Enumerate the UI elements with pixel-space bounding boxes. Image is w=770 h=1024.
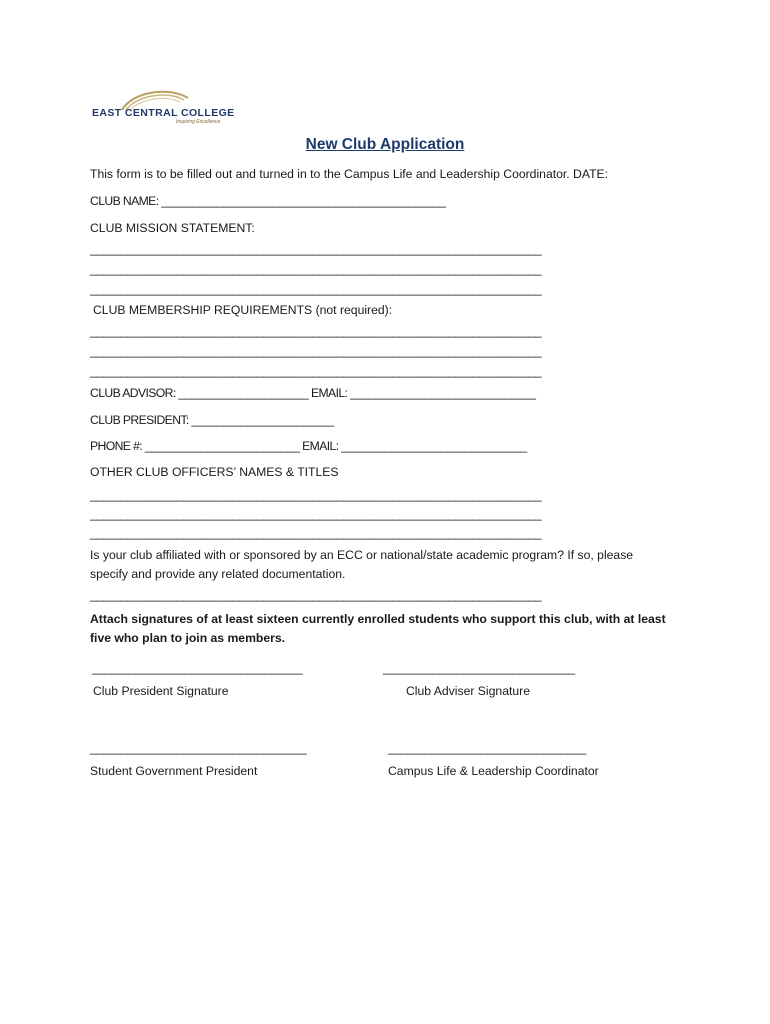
- club-name-field[interactable]: CLUB NAME: ______________________________________________: [90, 194, 446, 208]
- student-gov-signature-line[interactable]: ___________________________________: [90, 741, 307, 755]
- officers-label: OTHER CLUB OFFICERS’ NAMES & TITLES: [90, 465, 339, 479]
- officers-line[interactable]: _________________________________________________________________________: [90, 507, 542, 521]
- signatures-note: Attach signatures of at least sixteen currently enrolled students who support this club, with at least: [90, 612, 666, 626]
- mission-line[interactable]: _________________________________________________________________________: [90, 262, 542, 276]
- logo-tagline: Inspiring Excellence: [176, 119, 221, 125]
- mission-label: CLUB MISSION STATEMENT:: [90, 221, 255, 235]
- adviser-signature-label: Club Adviser Signature: [406, 684, 530, 698]
- form-title: New Club Application: [305, 136, 465, 153]
- intro-text: This form is to be filled out and turned in to the Campus Life and Leadership Coordinator. DATE:: [90, 167, 609, 181]
- adviser-signature-line[interactable]: _______________________________: [383, 661, 575, 675]
- president-signature-label: Club President Signature: [93, 684, 229, 698]
- affiliation-line[interactable]: _________________________________________________________________________: [90, 588, 542, 602]
- college-logo: [88, 88, 235, 128]
- membership-line[interactable]: _________________________________________________________________________: [90, 364, 542, 378]
- mission-line[interactable]: _________________________________________________________________________: [90, 282, 542, 296]
- campus-life-signature-label: Campus Life & Leadership Coordinator: [388, 764, 599, 778]
- officers-line[interactable]: _________________________________________________________________________: [90, 526, 542, 540]
- student-gov-signature-label: Student Government President: [90, 764, 258, 778]
- president-field[interactable]: CLUB PRESIDENT: _______________________: [90, 413, 334, 427]
- campus-life-signature-line[interactable]: ________________________________: [388, 741, 586, 755]
- president-signature-line[interactable]: __________________________________: [92, 661, 303, 675]
- membership-line[interactable]: _________________________________________________________________________: [90, 344, 542, 358]
- logo-name: EAST CENTRAL COLLEGE: [92, 107, 235, 119]
- officers-line[interactable]: _________________________________________________________________________: [90, 488, 542, 502]
- membership-label: CLUB MEMBERSHIP REQUIREMENTS (not required):: [93, 303, 393, 317]
- phone-field[interactable]: PHONE #: _________________________ EMAIL: ______________________________: [90, 439, 527, 453]
- affiliation-question-cont: specify and provide any related documentation.: [90, 567, 346, 581]
- membership-line[interactable]: _________________________________________________________________________: [90, 324, 542, 338]
- signatures-note-cont: five who plan to join as members.: [90, 631, 286, 645]
- advisor-field[interactable]: CLUB ADVISOR: _____________________ EMAIL: ______________________________: [90, 386, 536, 400]
- affiliation-question: Is your club affiliated with or sponsored by an ECC or national/state academic program? If so, please: [90, 548, 634, 562]
- mission-line[interactable]: _________________________________________________________________________: [90, 242, 542, 256]
